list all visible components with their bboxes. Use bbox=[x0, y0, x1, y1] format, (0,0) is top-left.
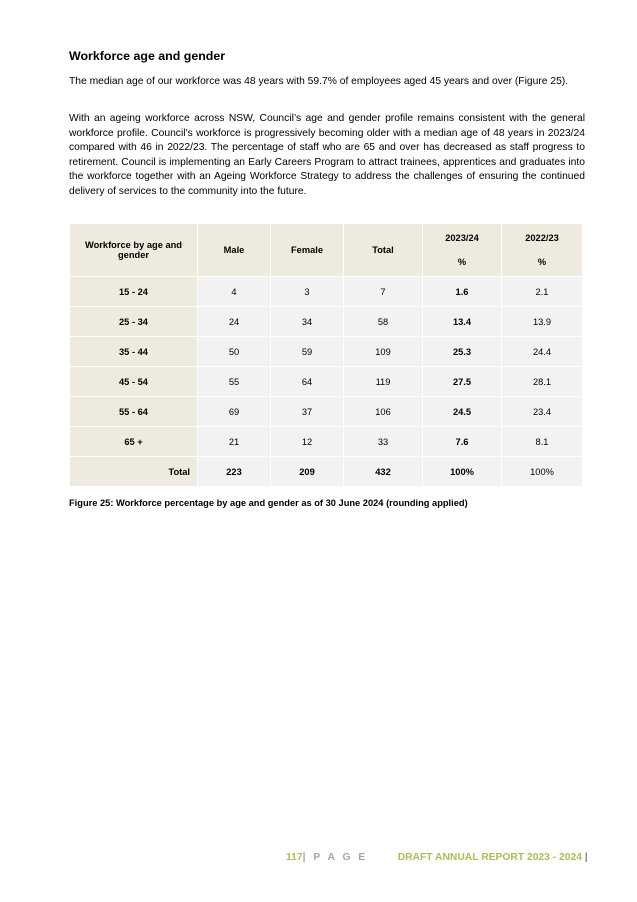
table-row bbox=[70, 367, 583, 397]
table-row bbox=[70, 307, 583, 337]
header-total: Total bbox=[344, 224, 423, 277]
cell-male: 24 bbox=[198, 307, 271, 337]
cell-2022-23: 28.1 bbox=[502, 367, 583, 397]
cell-2023-24: 13.4 bbox=[423, 307, 502, 337]
page-number: 117 bbox=[286, 852, 303, 863]
cell-2022-23: 24.4 bbox=[502, 337, 583, 367]
cell-2023-24: 27.5 bbox=[423, 367, 502, 397]
cell-2022-23: 13.9 bbox=[502, 307, 583, 337]
cell-female: 34 bbox=[271, 307, 344, 337]
cell-total: 106 bbox=[344, 397, 423, 427]
cell-total: 109 bbox=[344, 337, 423, 367]
footer-end-bar: | bbox=[581, 852, 588, 863]
header-2022-23-year: 2022/23 bbox=[525, 233, 559, 243]
row-label: 45 - 54 bbox=[70, 367, 198, 397]
row-label: 25 - 34 bbox=[70, 307, 198, 337]
row-label: 55 - 64 bbox=[70, 397, 198, 427]
row-label: 15 - 24 bbox=[70, 277, 198, 307]
body-paragraph: With an ageing workforce across NSW, Council’s age and gender profile remains consistent with the general workforce profile. Council’s workforce is progressively becoming older with a median age of 48 years in 2023/24 compared with 46 in 2022/23. The percentage of staff who are 65 and over has decreased as staff progress to retirement. Council is implementing an Early Careers Program to attract trainees, apprentices and graduates into the workforce together with an Ageing Workforce Strategy to address the challenges of ensuring the continued delivery of services to the community into the future. bbox=[69, 113, 585, 197]
total-2023-24: 100% bbox=[423, 457, 502, 487]
cell-2023-24: 7.6 bbox=[423, 427, 502, 457]
header-female: Female bbox=[271, 224, 344, 277]
cell-male: 21 bbox=[198, 427, 271, 457]
table-header-row bbox=[70, 224, 583, 277]
cell-female: 59 bbox=[271, 337, 344, 367]
header-male: Male bbox=[198, 224, 271, 277]
cell-2023-24: 24.5 bbox=[423, 397, 502, 427]
header-2023-24-unit: % bbox=[457, 257, 467, 267]
total-female: 209 bbox=[271, 457, 344, 487]
cell-female: 37 bbox=[271, 397, 344, 427]
workforce-table bbox=[70, 224, 583, 487]
cell-total: 58 bbox=[344, 307, 423, 337]
header-2023-24-year: 2023/24 bbox=[445, 233, 479, 243]
table-total-row bbox=[70, 457, 583, 487]
header-2023-24 bbox=[423, 224, 502, 277]
header-2022-23 bbox=[502, 224, 583, 277]
figure-caption: Figure 25: Workforce percentage by age and gender as of 30 June 2024 (rounding applied) bbox=[69, 498, 468, 508]
cell-female: 64 bbox=[271, 367, 344, 397]
cell-female: 12 bbox=[271, 427, 344, 457]
cell-male: 55 bbox=[198, 367, 271, 397]
row-label: 65 + bbox=[70, 427, 198, 457]
table-row bbox=[70, 427, 583, 457]
cell-total: 119 bbox=[344, 367, 423, 397]
header-2022-23-unit: % bbox=[537, 257, 547, 267]
total-male: 223 bbox=[198, 457, 271, 487]
section-heading: Workforce age and gender bbox=[69, 49, 226, 63]
page-footer bbox=[286, 852, 588, 863]
total-label: Total bbox=[70, 457, 198, 487]
cell-male: 69 bbox=[198, 397, 271, 427]
total-2022-23: 100% bbox=[502, 457, 583, 487]
report-title: DRAFT ANNUAL REPORT 2023 - 2024 bbox=[397, 852, 582, 863]
cell-total: 7 bbox=[344, 277, 423, 307]
intro-paragraph: The median age of our workforce was 48 years with 59.7% of employees aged 45 years and over (Figure 25). bbox=[69, 76, 569, 87]
cell-2022-23: 8.1 bbox=[502, 427, 583, 457]
cell-2023-24: 25.3 bbox=[423, 337, 502, 367]
row-label: 35 - 44 bbox=[70, 337, 198, 367]
cell-2022-23: 23.4 bbox=[502, 397, 583, 427]
header-group: Workforce by age and gender bbox=[70, 224, 198, 277]
table-row bbox=[70, 397, 583, 427]
cell-male: 50 bbox=[198, 337, 271, 367]
page-word: | P A G E bbox=[302, 852, 368, 863]
table-row bbox=[70, 337, 583, 367]
cell-2023-24: 1.6 bbox=[423, 277, 502, 307]
table-row bbox=[70, 277, 583, 307]
cell-male: 4 bbox=[198, 277, 271, 307]
cell-2022-23: 2.1 bbox=[502, 277, 583, 307]
cell-female: 3 bbox=[271, 277, 344, 307]
total-total: 432 bbox=[344, 457, 423, 487]
cell-total: 33 bbox=[344, 427, 423, 457]
